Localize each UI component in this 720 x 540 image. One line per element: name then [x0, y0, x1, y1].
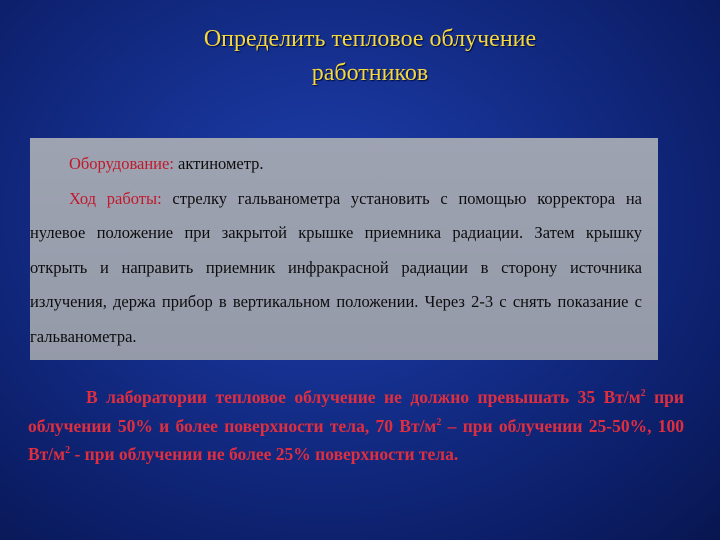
equipment-paragraph — [30, 147, 642, 182]
equipment-label: Оборудование: — [69, 154, 174, 173]
procedure-paragraph — [30, 182, 642, 355]
note-sup-3: 2 — [65, 445, 71, 457]
title-line-2: работников — [311, 60, 429, 86]
note-part-1: В лаборатории тепловое облучение не должно превышать 35 Вт/м — [86, 387, 641, 407]
procedure-label: Ход работы: — [69, 188, 162, 208]
procedure-text: стрелку гальванометра установить с помощью корректора на нулевое положение при закрытой крышке приемника радиации. Затем крышку открыть и направить приемник инфракрасной радиации в сторону источника излучения, держа прибор в вертикальном положении. Через 2-3 с снять показание с гальванометра. — [30, 188, 642, 346]
slide-title — [120, 22, 620, 90]
note-part-3: – при облучении 25-50%, 100 Вт/м — [28, 415, 684, 465]
title-line-1: Определить тепловое облучение — [203, 26, 537, 52]
irradiation-norms-note — [28, 383, 684, 469]
note-part-2: при облучении 50% и более поверхности тела, 70 Вт/м — [28, 387, 684, 436]
note-part-4: - при облучении не более 25% поверхности тела. — [70, 444, 459, 465]
note-sup-2: 2 — [436, 416, 442, 428]
note-sup-1: 2 — [640, 388, 646, 400]
procedure-text-block — [30, 147, 642, 354]
equipment-text: актинометр. — [173, 154, 264, 173]
